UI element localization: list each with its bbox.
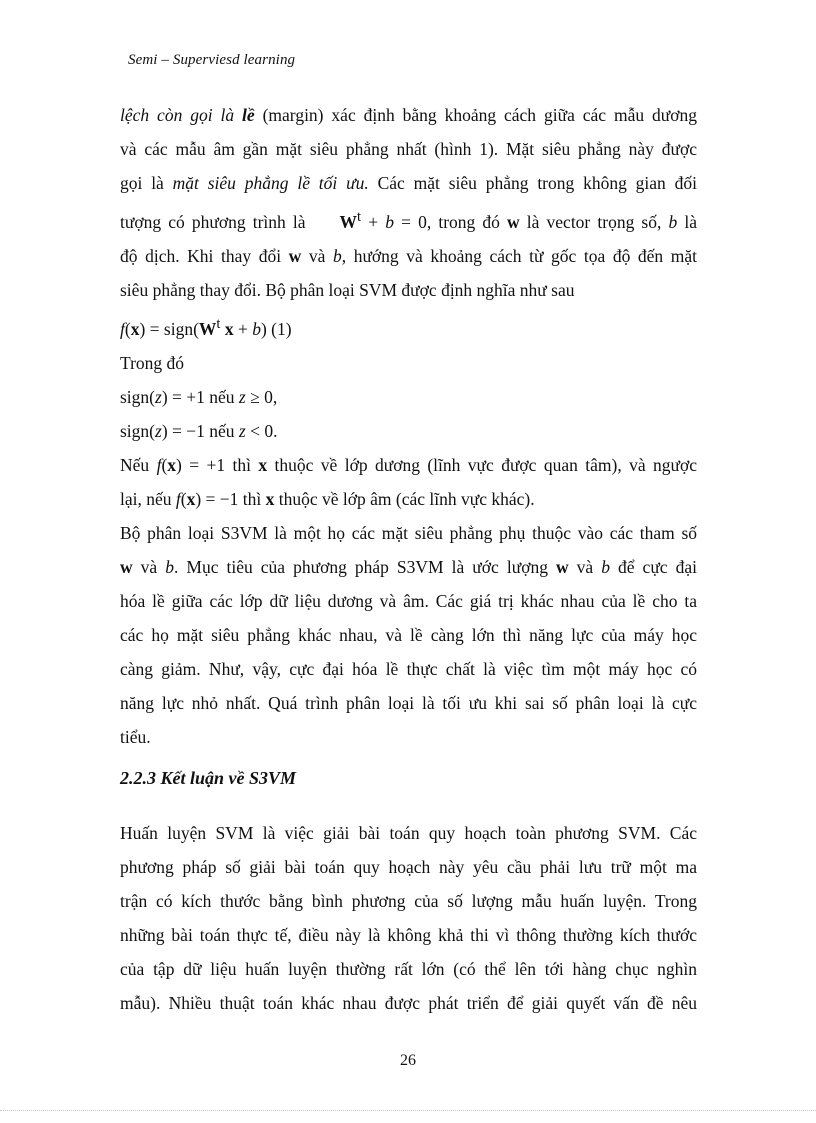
body-text-block-2 xyxy=(120,816,697,1020)
paragraph-line: lệch còn gọi là lề (margin) xác định bằng khoảng cách giữa các mẫu dương xyxy=(120,105,697,125)
running-header: Semi – Superviesd learning xyxy=(128,52,296,68)
page-number: 26 xyxy=(400,1052,416,1069)
paragraph-line: mẫu). Nhiều thuật toán khác nhau được phát triển để giải quyết vấn đề nêu xyxy=(120,993,697,1013)
section-heading: 2.2.3 Kết luận về S3VM xyxy=(120,768,297,788)
paragraph-line: hóa lề giữa các lớp dữ liệu dương và âm. Các giá trị khác nhau của lề cho ta xyxy=(120,590,697,611)
paragraph-line: w và b. Mục tiêu của phương pháp S3VM là ước lượng w và b để cực đại xyxy=(120,556,697,577)
body-text-block-1 xyxy=(120,98,697,754)
where-label: Trong đó xyxy=(120,352,185,373)
sign-negative-rule: sign(z) = −1 nếu z < 0. xyxy=(120,420,278,441)
paragraph-line: trận có kích thước bằng bình phương của số lượng mẫu huấn luyện. Trong xyxy=(120,891,697,911)
paragraph-line: siêu phẳng thay đổi. Bộ phân loại SVM được định nghĩa như sau xyxy=(120,279,575,300)
paragraph-line: tiểu. xyxy=(120,726,151,747)
paragraph-line: Huấn luyện SVM là việc giải bài toán quy hoạch toàn phương SVM. Các xyxy=(120,823,697,843)
paragraph-line: Nếu f(x) = +1 thì x thuộc về lớp dương (lĩnh vực được quan tâm), và ngược xyxy=(120,454,698,475)
paragraph-line: tượng có phương trình là $W^t + b = 0$, trong đó w là vector trọng số, b là xyxy=(120,209,698,232)
formula-svm: $f(x) = sign(W^t$ x + b) (1) xyxy=(120,315,292,339)
page-bottom-divider xyxy=(0,1110,816,1111)
paragraph-line: của tập dữ liệu huấn luyện thường rất lớn (có thể lên tới hàng chục nghìn xyxy=(120,959,697,979)
paragraph-line: các họ mặt siêu phẳng khác nhau, và lề càng lớn thì năng lực của máy học xyxy=(120,624,697,645)
sign-positive-rule: sign(z) = +1 nếu z ≥ 0, xyxy=(120,386,278,407)
paragraph-line: gọi là mặt siêu phẳng lề tối ưu. Các mặt siêu phẳng trong không gian đối xyxy=(120,173,697,193)
paragraph-line: độ dịch. Khi thay đổi w và b, hướng và khoảng cách từ gốc tọa độ đến mặt xyxy=(120,245,697,266)
paragraph-line: và các mẫu âm gần mặt siêu phẳng nhất (hình 1). Mặt siêu phẳng này được xyxy=(120,139,697,159)
paragraph-line: những bài toán thực tế, điều này là không khả thi vì thông thường kích thước xyxy=(120,925,697,945)
paragraph-line: Bộ phân loại S3VM là một họ các mặt siêu phẳng phụ thuộc vào các tham số xyxy=(120,522,697,543)
paragraph-line: càng giảm. Như, vậy, cực đại hóa lề thực chất là việc tìm một máy học có xyxy=(120,658,697,679)
paragraph-line: năng lực nhỏ nhất. Quá trình phân loại là tối ưu khi sai số phân loại là cực xyxy=(120,692,697,713)
paragraph-line: phương pháp số giải bài toán quy hoạch này yêu cầu phải lưu trữ một ma xyxy=(120,857,697,877)
paragraph-line: lại, nếu f(x) = −1 thì x thuộc về lớp âm (các lĩnh vực khác). xyxy=(120,488,535,509)
